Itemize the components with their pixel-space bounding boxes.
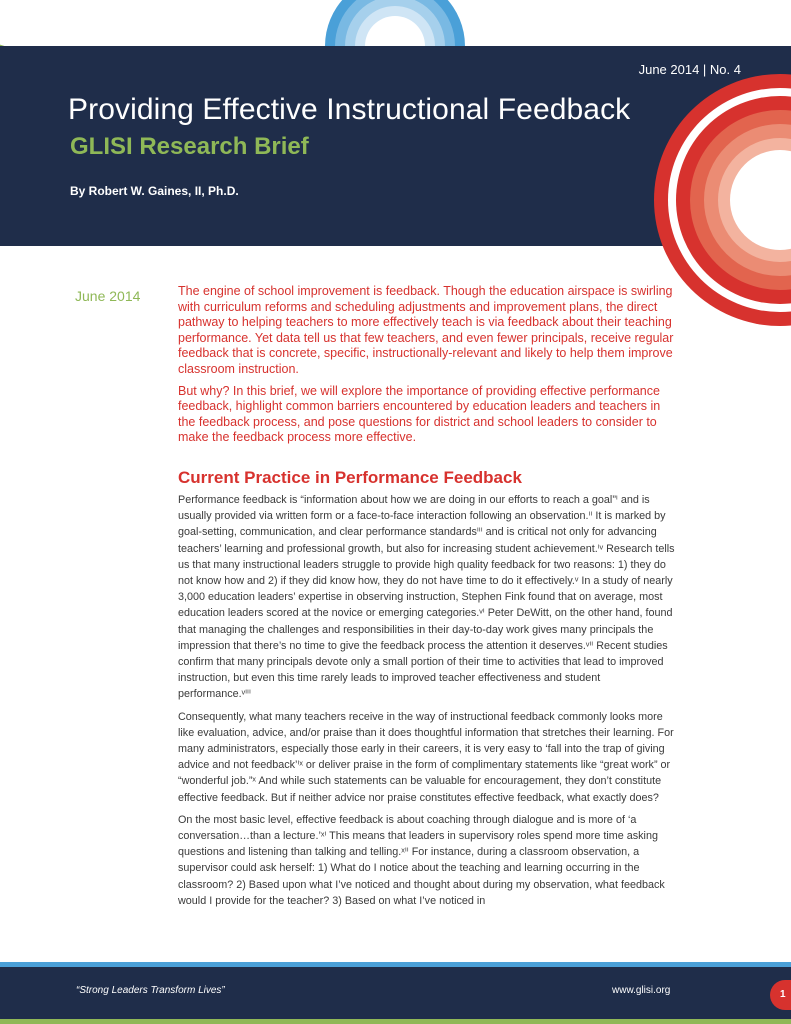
body-paragraph: Consequently, what many teachers receive in the way of instructional feedback commonly looks more like evaluation, advice, and/or praise than it does thoughtful information that stretches their learning. For many administrators, especially those early in their careers, it is very easy to ‘fall into the trap of giving advice and not feedback’ⁱˣ or deliver praise in the form of complimentary statements like “great work” or “wonderful job.”ˣ And while such statements can be valuable for encouragement, they don’t constitute effective feedback. But if neither advice nor praise constitutes effective feedback, what exactly does? bbox=[178, 710, 674, 804]
section-heading: Current Practice in Performance Feedback bbox=[178, 467, 522, 487]
page-number-badge: 1 bbox=[770, 980, 791, 1010]
author-byline: By Robert W. Gaines, II, Ph.D. bbox=[70, 184, 239, 198]
main-content bbox=[178, 284, 676, 915]
issue-date: June 2014 | No. 4 bbox=[638, 62, 741, 77]
intro-paragraph: But why? In this brief, we will explore the importance of providing effective performance feedback, highlight common barriers encountered by education leaders and teachers in the feedback process, and pose questions for district and school leaders to consider to make the feedback process more effective. bbox=[178, 383, 661, 445]
page-title: Providing Effective Instructional Feedback bbox=[68, 93, 631, 126]
footer-website-link[interactable]: www.glisi.org bbox=[612, 985, 671, 996]
footer-tagline: “Strong Leaders Transform Lives” bbox=[76, 985, 225, 996]
body-paragraph: Performance feedback is “information about how we are doing in our efforts to reach a goal”ⁱ and is usually provided via written form or a face-to-face interaction following an observation.ⁱⁱ It is marked by goal-setting, communication, and clear performance standardsⁱⁱⁱ and is critical not only for advancing teachers’ learning and professional growth, but also for increasing student achievement.ⁱᵛ Research tells us that many instructional leaders struggle to provide high quality feedback for two reasons: 1) they do not know how and 2) if they did know how, they do not have time to do it effectively.ᵛ In a study of nearly 3,000 education leaders’ expertise in observing instruction, Stephen Fink found that on average, most education leaders scored at the novice or emerging categories.ᵛⁱ Peter DeWitt, on the other hand, found that managing the challenges and responsibilities in their day-to-day work gives many principals the impression that there’s no time to give the feedback process the attention it deserves.ᵛⁱⁱ Recent studies confirm that many principals devote only a small portion of their time to activities that lead to improved instruction, but even this time rarely leads to improved teacher effectiveness and student performance.ᵛⁱⁱⁱ bbox=[178, 493, 675, 701]
page-subtitle: GLISI Research Brief bbox=[70, 133, 309, 160]
sidebar-date: June 2014 bbox=[75, 288, 141, 304]
intro-paragraph: The engine of school improvement is feedback. Though the education airspace is swirling with curriculum reforms and scheduling adjustments and improvement plans, the direct pathway to helping teachers to more effectively teach is via feedback about their teaching performance. Yet data tell us that few teachers, and even fewer principals, receive regular feedback that is concrete, specific, instructionally-relevant and likely to help them improve classroom instruction. bbox=[178, 284, 674, 376]
footer-accent-green bbox=[0, 1019, 791, 1024]
body-paragraph: On the most basic level, effective feedback is about coaching through dialogue and is more of ‘a conversation…than a lecture.’ˣⁱ This means that leaders in supervisory roles spend more time asking questions and listening than talking and telling.ˣⁱⁱ For instance, during a classroom observation, a supervisor could ask herself: 1) What do I notice about the teaching and learning occurring in the classroom? 2) Based upon what I’ve noticed and thought about during my observation, what feedback would I provide for the teacher? 3) Based on what I’ve noticed in bbox=[178, 813, 665, 907]
